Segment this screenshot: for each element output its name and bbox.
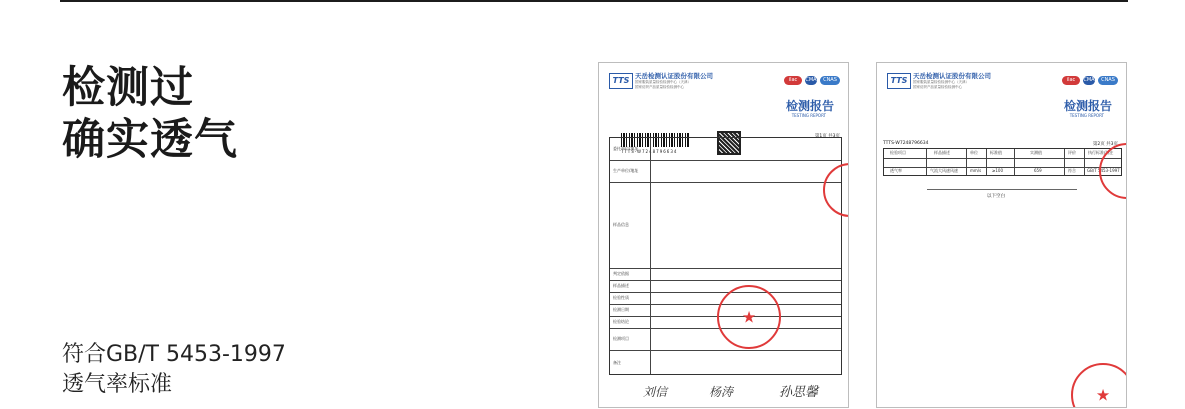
report-title: 检测报告 (1063, 99, 1112, 113)
cnas-mark: CNAS (1098, 76, 1118, 85)
result-cell: ≥100 (992, 168, 1003, 173)
end-note: 以下空白 (987, 194, 1005, 199)
ilac-mark: ilac (784, 76, 802, 85)
result-cell: GB/T 5453-1997 (1087, 168, 1120, 173)
company-name: 天岳检测认证股份有限公司 (635, 72, 713, 80)
tts-logo: TTS (887, 73, 911, 89)
signature-2: 杨涛 (709, 385, 734, 399)
subtitle (62, 340, 286, 400)
company-line-1: 国家服装质量检验检测中心（天津） (913, 80, 969, 84)
cnas-mark: CNAS (820, 76, 840, 85)
row-label: 备注 (613, 360, 621, 365)
signature-1: 刘信 (643, 385, 668, 399)
row-label: 检测日期 (613, 307, 629, 312)
report-page-1 (598, 62, 849, 408)
header-cell: 执行标准/备注 (1088, 150, 1114, 155)
headline (62, 62, 238, 166)
row-label: 样品描述 (613, 283, 629, 288)
headline-line-2: 确实透气 (62, 115, 238, 165)
official-seal (1071, 363, 1127, 408)
result-cell: 符合 (1068, 168, 1076, 173)
company-name: 天岳检测认证股份有限公司 (913, 72, 991, 80)
header-cell: 检验项目 (890, 150, 906, 155)
page-number: 第1页 共3页 (814, 134, 840, 139)
row-label: 检测项目 (613, 336, 629, 341)
cma-mark: CMA (805, 77, 817, 83)
seal-star-icon: ★ (741, 307, 757, 327)
header-cell: 标准值 (990, 150, 1002, 155)
report-page-2 (876, 62, 1127, 408)
row-label: 检验结论 (613, 319, 629, 324)
header-cell: 样品描述 (934, 150, 950, 155)
report-title-en: TESTING REPORT (791, 113, 826, 118)
ilac-mark: ilac (1062, 76, 1080, 85)
row-label: 委托单位/地址 (613, 146, 639, 151)
report-number: TTTS-W7248796634 (883, 141, 929, 146)
subtitle-line-2: 透气率标准 (62, 372, 173, 397)
official-seal (717, 285, 781, 349)
result-cell: 透气率 (890, 168, 902, 173)
tts-logo: TTS (609, 73, 633, 89)
signature-3: 孙思馨 (779, 385, 819, 400)
result-cell: 659 (1034, 168, 1042, 173)
row-label: 判定依据 (613, 271, 629, 276)
row-label: 生产单位/地址 (613, 168, 639, 173)
page-number: 第2页 共3页 (1092, 142, 1118, 147)
company-line-2: 国家纺织产品质量检验检测中心 (913, 85, 962, 89)
report-title-en: TESTING REPORT (1069, 113, 1104, 118)
header-cell: 评价 (1068, 150, 1076, 155)
header-cell: 实测值 (1030, 150, 1042, 155)
seal-star-icon: ★ (1095, 385, 1111, 405)
row-label: 样品信息 (613, 222, 629, 227)
cert-marks (784, 76, 840, 85)
company-header (913, 73, 991, 90)
top-divider (60, 0, 1128, 2)
results-table (883, 148, 1122, 176)
result-cell: mm/s (970, 168, 982, 173)
end-divider (927, 189, 1077, 190)
row-label: 检验性质 (613, 295, 629, 300)
company-line-2: 国家纺织产品质量检验检测中心 (635, 85, 684, 89)
barcode-number: TTTS-W7248796634 (621, 149, 678, 154)
result-cell: 气流大风速风速 (930, 168, 958, 173)
headline-line-1: 检测过 (62, 63, 194, 113)
company-header (635, 73, 713, 90)
subtitle-line-1: 符合GB/T 5453-1997 (62, 342, 286, 367)
cma-mark: CMA (1083, 77, 1095, 83)
cert-marks (1062, 76, 1118, 85)
report-title: 检测报告 (785, 99, 834, 113)
header-cell: 单位 (970, 150, 978, 155)
company-line-1: 国家服装质量检验检测中心（天津） (635, 80, 691, 84)
